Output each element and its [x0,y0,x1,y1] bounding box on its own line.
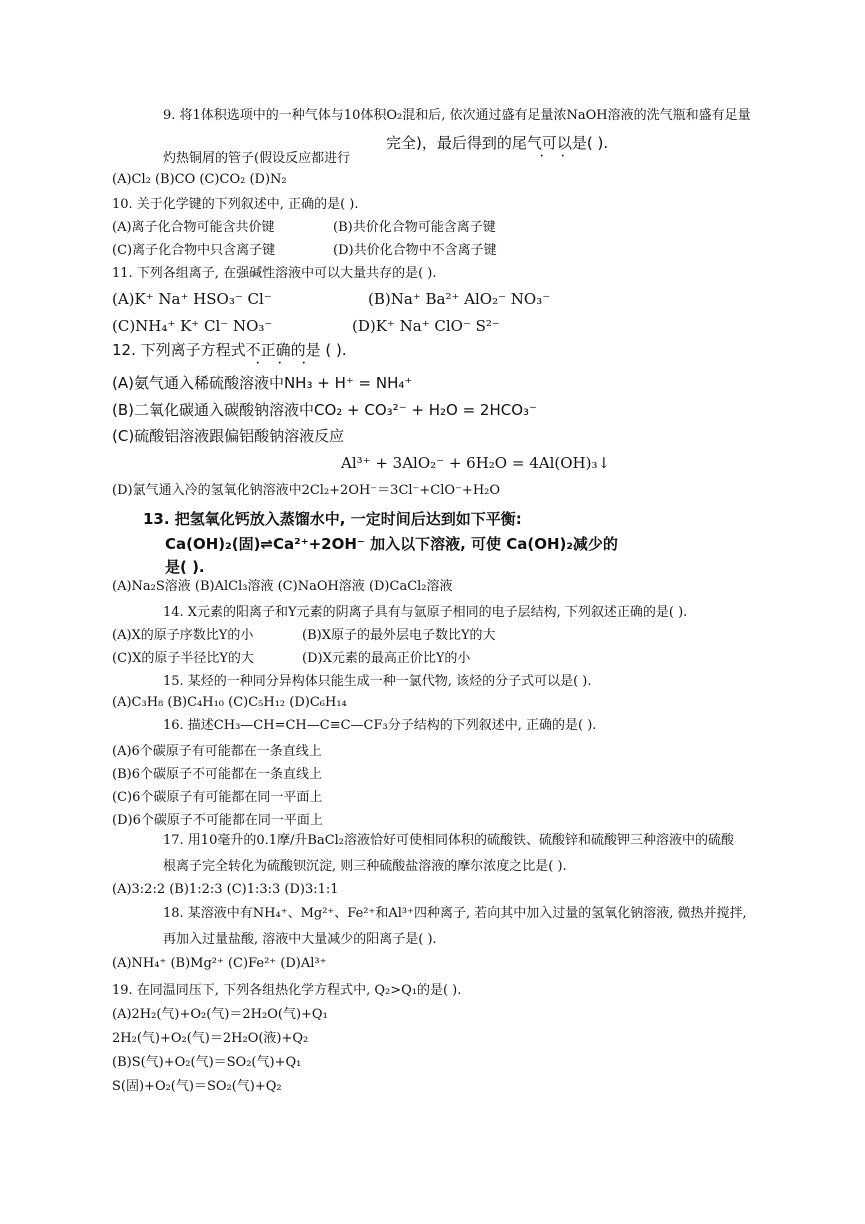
q13-line1: 13. 把氢氧化钙放入蒸馏水中, 一定时间后达到如下平衡: [143,510,522,528]
q10-option-b: (B)共价化合物可能含离子键 [333,220,496,235]
q11-option-b: (B)Na⁺ Ba²⁺ AlO₂⁻ NO₃⁻ [368,290,551,308]
q17-line1: 17. 用10毫升的0.1摩/升BaCl₂溶液恰好可使相同体积的硫酸铁、硫酸锌和硫酸钾三种溶液中的硫酸 [163,833,735,848]
q10-stem: 10. 关于化学键的下列叙述中, 正确的是( ). [112,197,359,212]
q12-option-d: (D)氯气通入冷的氢氧化钠溶液中2Cl₂+2OH⁻＝3Cl⁻+ClO⁻+H₂O [112,483,501,498]
q9-line1: 9. 将1体积选项中的一种气体与10体积O₂混和后, 依次通过盛有足量浓NaOH溶液的洗气瓶和盛有足量 [163,108,751,123]
q9-line2-left: 灼热铜屑的管子(假设反应都进行 [163,151,351,166]
q9-line2-right: 完全)，最后得到的尾气可以是( ). [386,134,609,152]
q19-option-a-eq1: (A)2H₂(气)+O₂(气)＝2H₂O(气)+Q₁ [112,1007,328,1022]
q17-options: (A)3:2:2 (B)1:2:3 (C)1:3:3 (D)3:1:1 [112,882,339,897]
emphasis-dot: · [540,151,544,162]
q16-option-d: (D)6个碳原子不可能都在同一平面上 [112,813,323,828]
q18-options: (A)NH₄⁺ (B)Mg²⁺ (C)Fe²⁺ (D)Al³⁺ [112,956,327,971]
q11-option-c: (C)NH₄⁺ K⁺ Cl⁻ NO₃⁻ [112,317,273,335]
q17-line2: 根离子完全转化为硫酸钡沉淀, 则三种硫酸盐溶液的摩尔浓度之比是( ). [163,859,567,874]
q19-option-a-eq2: 2H₂(气)+O₂(气)＝2H₂O(液)+Q₂ [112,1031,309,1046]
q16-option-b: (B)6个碳原子不可能都在一条直线上 [112,767,322,782]
q16-stem: 16. 描述CH₃—CH=CH—C≡C—CF₃分子结构的下列叙述中, 正确的是( ). [163,718,597,733]
emphasis-dot: · [278,358,282,369]
q14-option-a: (A)X的原子序数比Y的小 [112,628,254,643]
q14-stem: 14. X元素的阳离子和Y元素的阴离子具有与氩原子相同的电子层结构, 下列叙述正确的是( ). [163,605,688,620]
emphasis-dot: · [302,358,306,369]
q14-option-c: (C)X的原子半径比Y的大 [112,651,254,666]
q19-option-b-eq1: (B)S(气)+O₂(气)＝SO₂(气)+Q₁ [112,1055,302,1070]
q10-option-c: (C)离子化合物中只含离子键 [112,243,276,258]
q12-option-c-equation: Al³⁺ + 3AlO₂⁻ + 6H₂O = 4Al(OH)₃↓ [341,454,611,472]
q18-line2: 再加入过量盐酸, 溶液中大量减少的阳离子是( ). [163,932,437,947]
emphasis-dot: · [256,358,260,369]
q12-option-a: (A)氨气通入稀硫酸溶液中NH₃ + H⁺ = NH₄⁺ [112,374,413,392]
q14-option-d: (D)X元素的最高正价比Y的小 [302,651,471,666]
q16-option-c: (C)6个碳原子有可能都在同一平面上 [112,790,323,805]
q13-options: (A)Na₂S溶液 (B)AlCl₃溶液 (C)NaOH溶液 (D)CaCl₂溶液 [112,579,453,594]
q11-stem: 11. 下列各组离子, 在强碱性溶液中可以大量共存的是( ). [112,266,437,281]
q15-options: (A)C₃H₈ (B)C₄H₁₀ (C)C₅H₁₂ (D)C₆H₁₄ [112,695,347,710]
q13-line3: 是( ). [165,558,205,576]
q14-option-b: (B)X原子的最外层电子数比Y的大 [302,628,496,643]
q19-option-b-eq2: S(固)+O₂(气)＝SO₂(气)+Q₂ [112,1079,282,1094]
q12-option-b: (B)二氧化碳通入碳酸钠溶液中CO₂ + CO₃²⁻ + H₂O = 2HCO₃⁻ [112,401,537,419]
q19-stem: 19. 在同温同压下, 下列各组热化学方程式中, Q₂>Q₁的是( ). [112,983,462,998]
q10-option-d: (D)共价化合物中不含离子键 [333,243,497,258]
q12-stem: 12. 下列离子方程式不正确的是 ( ). [112,341,347,359]
q18-line1: 18. 某溶液中有NH₄⁺、Mg²⁺、Fe²⁺和Al³⁺四种离子, 若向其中加入过量的氢氧化钠溶液, 微热并搅拌, [163,906,747,921]
q12-option-c: (C)硫酸铝溶液跟偏铝酸钠溶液反应 [112,427,345,445]
q15-stem: 15. 某烃的一种同分异构体只能生成一种一氯代物, 该烃的分子式可以是( ). [163,674,592,689]
q11-option-d: (D)K⁺ Na⁺ ClO⁻ S²⁻ [352,317,500,335]
q10-option-a: (A)离子化合物可能含共价键 [112,220,275,235]
q16-option-a: (A)6个碳原子有可能都在一条直线上 [112,744,322,759]
emphasis-dot: · [561,151,565,162]
q9-options: (A)Cl₂ (B)CO (C)CO₂ (D)N₂ [112,172,287,187]
q13-line2: Ca(OH)₂(固)⇌Ca²⁺+2OH⁻ 加入以下溶液, 可使 Ca(OH)₂减少的 [165,535,618,553]
q11-option-a: (A)K⁺ Na⁺ HSO₃⁻ Cl⁻ [112,290,272,308]
